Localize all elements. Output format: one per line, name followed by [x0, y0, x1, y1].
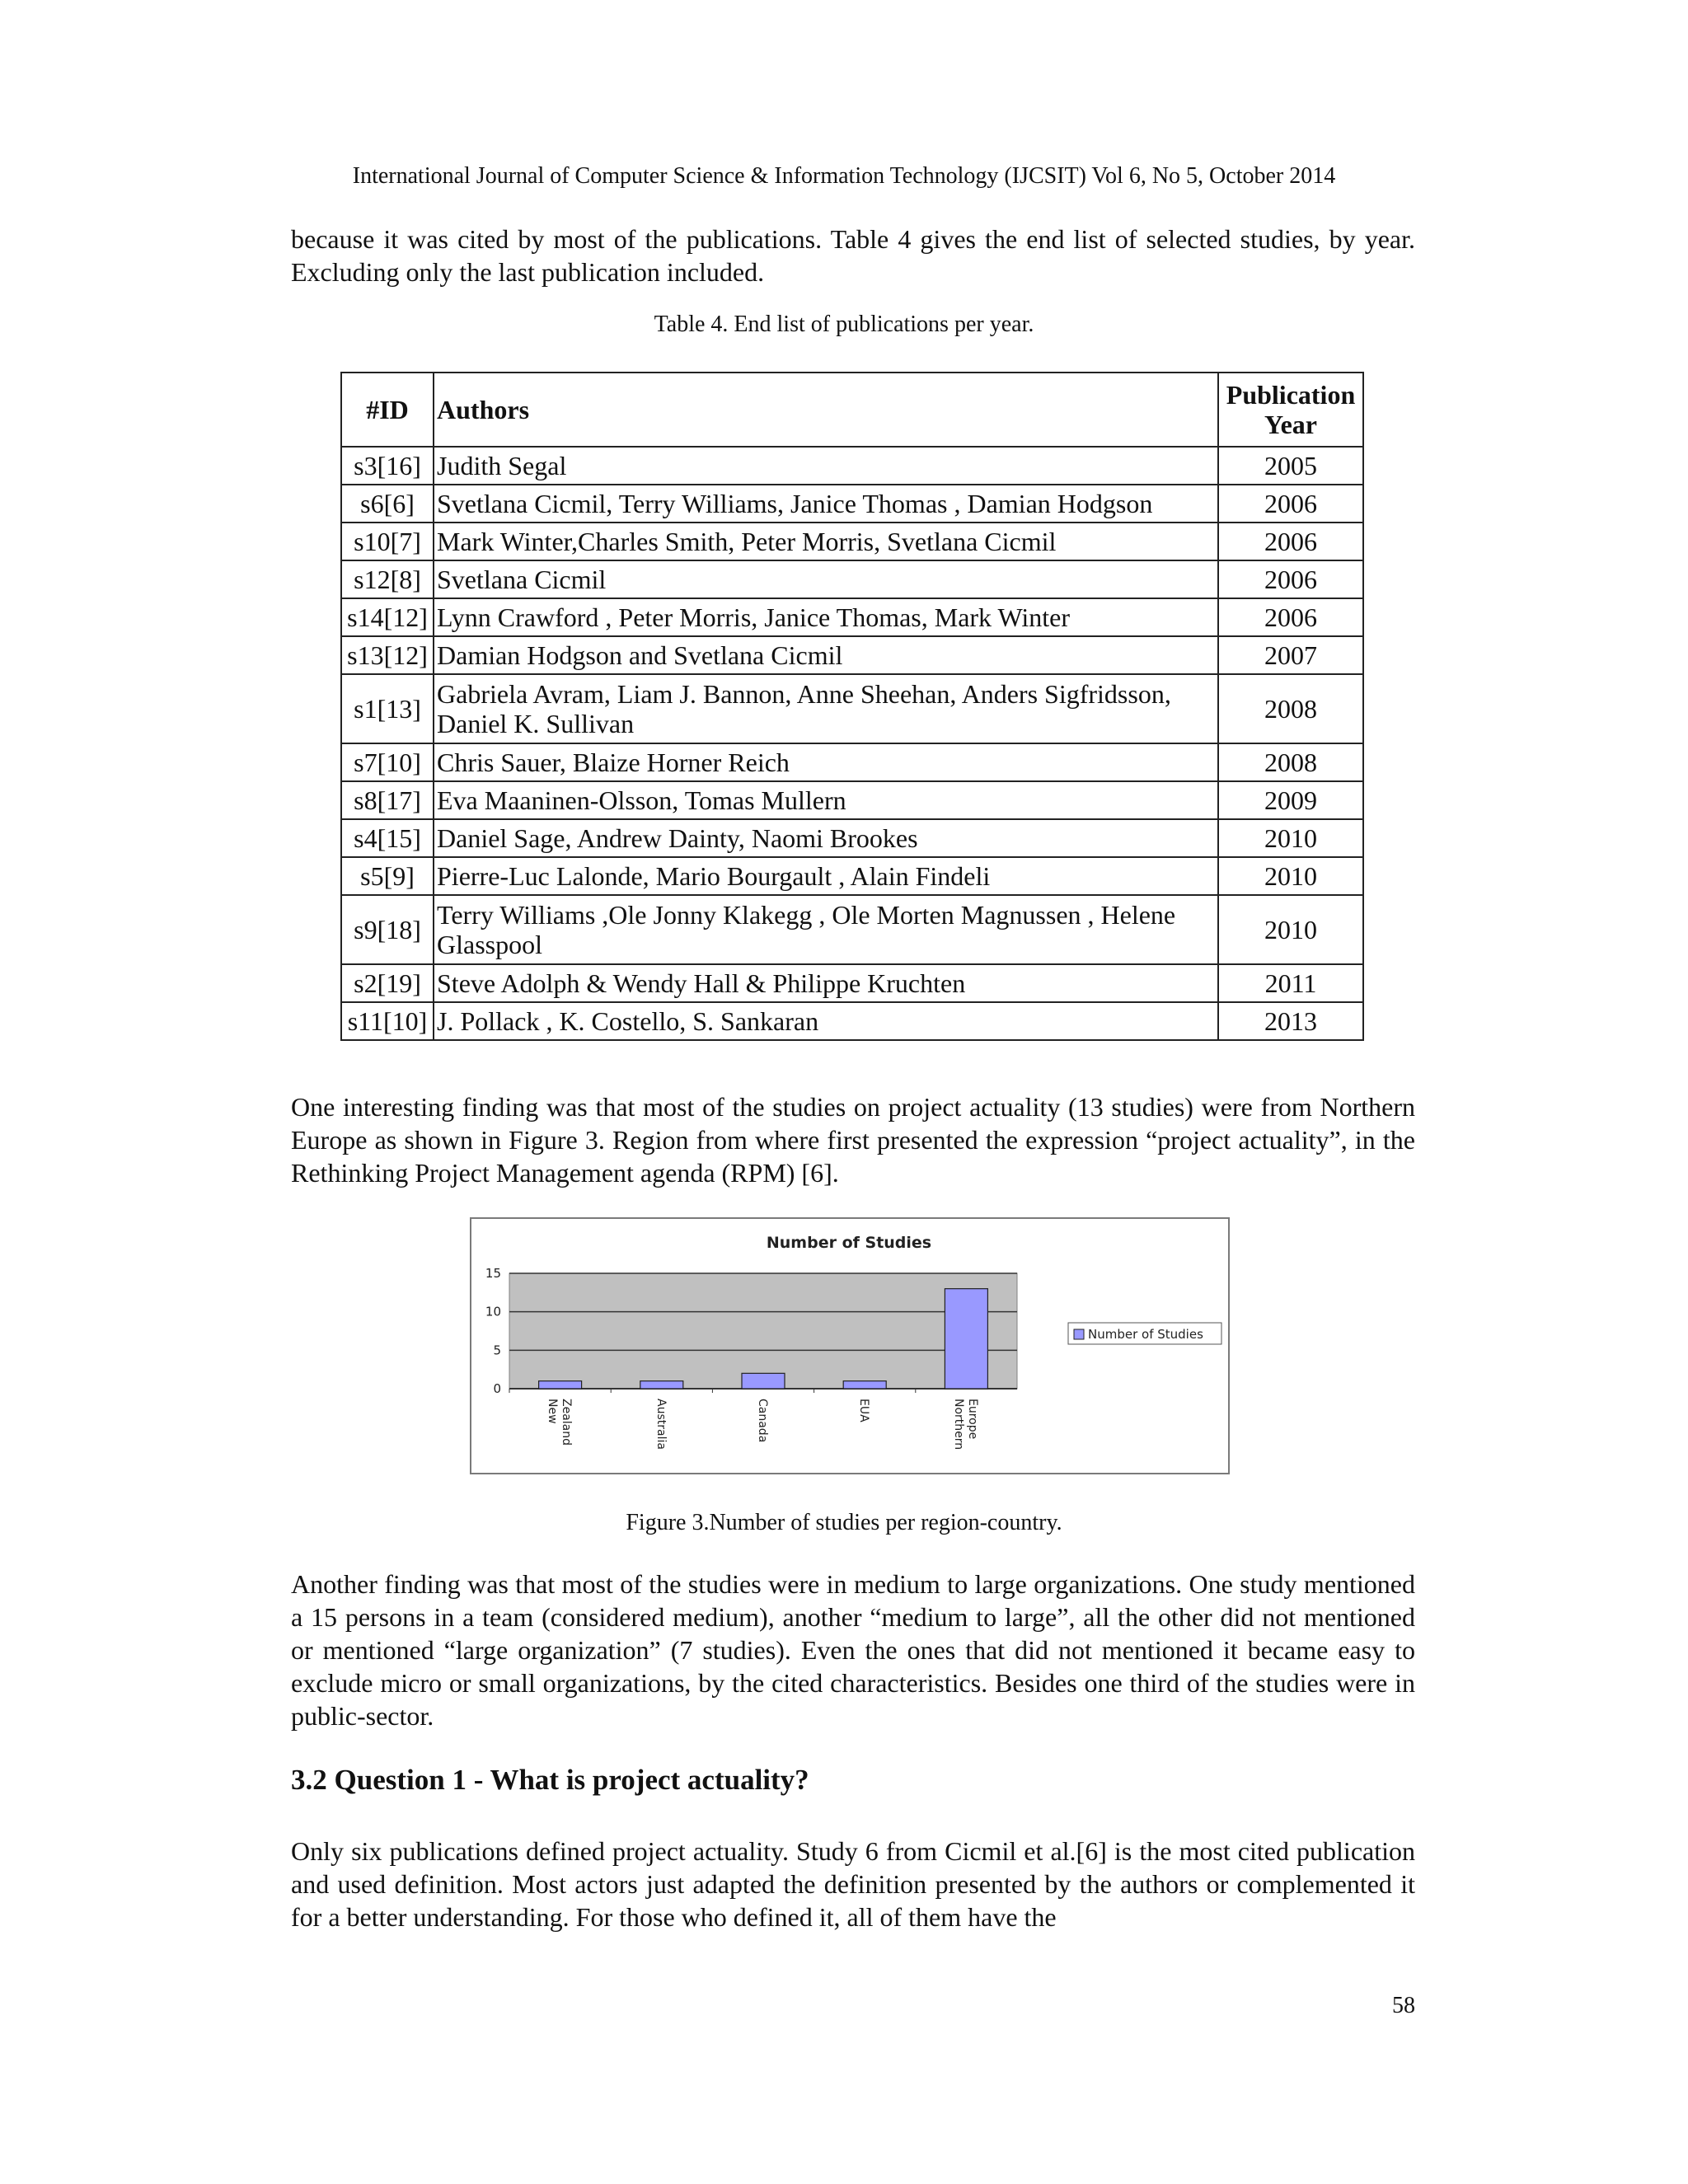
legend-label: Number of Studies — [1088, 1327, 1203, 1342]
row-authors: Terry Williams ,Ole Jonny Klakegg , Ole Morten Magnussen , Helene Glasspool — [434, 895, 1218, 964]
row-id: s6[6] — [341, 485, 434, 523]
header-year-line2: Year — [1264, 410, 1317, 439]
x-tick-label — [654, 1399, 668, 1450]
chart-svg — [470, 1217, 1230, 1474]
row-year: 2006 — [1218, 598, 1363, 636]
table-row — [341, 819, 1363, 857]
table-row — [341, 1002, 1363, 1040]
row-year: 2006 — [1218, 560, 1363, 598]
table-row — [341, 964, 1363, 1002]
x-tick-label-line: Canada — [756, 1399, 769, 1443]
row-authors: Gabriela Avram, Liam J. Bannon, Anne Sheehan, Anders Sigfridsson, Daniel K. Sullivan — [434, 674, 1218, 743]
definition-paragraph: Only six publications defined project actuality. Study 6 from Cicmil et al.[6] is the most cited publication and used definition. Most actors just adapted the definition presented by the authors or complemented it for a better understanding. For those who defined it, all of them have the — [291, 1836, 1415, 1932]
row-authors: Svetlana Cicmil — [434, 560, 1218, 598]
row-year: 2006 — [1218, 485, 1363, 523]
plot-background — [509, 1273, 1017, 1389]
row-year: 2007 — [1218, 636, 1363, 674]
y-tick-label: 10 — [485, 1304, 501, 1319]
x-tick-label-line: Europe — [965, 1399, 979, 1440]
row-authors: Eva Maaninen-Olsson, Tomas Mullern — [434, 781, 1218, 819]
header-year-line1: Publication — [1226, 380, 1356, 410]
bar — [843, 1381, 886, 1389]
x-tick-label — [857, 1399, 870, 1422]
row-year: 2009 — [1218, 781, 1363, 819]
y-tick-label: 5 — [493, 1343, 501, 1358]
bar — [539, 1381, 582, 1389]
row-id: s1[13] — [341, 674, 434, 743]
section-heading: 3.2 Question 1 - What is project actuality? — [291, 1764, 809, 1796]
x-tick-label-line: Australia — [654, 1399, 668, 1450]
chart-legend — [1068, 1323, 1221, 1344]
x-tick-label-line: EUA — [857, 1399, 871, 1422]
row-year: 2006 — [1218, 523, 1363, 560]
bar — [945, 1289, 987, 1389]
header-id: #ID — [341, 373, 434, 447]
row-authors: J. Pollack , K. Costello, S. Sankaran — [434, 1002, 1218, 1040]
row-authors: Lynn Crawford , Peter Morris, Janice Thomas, Mark Winter — [434, 598, 1218, 636]
header-authors: Authors — [434, 373, 1218, 447]
organizations-paragraph: Another finding was that most of the studies were in medium to large organizations. One study mentioned a 15 persons in a team (considered medium), another “medium to large”, all the other did not mentioned or mentioned “large organization” (7 studies). Even the ones that did not mentioned it became easy to exclude micro or small organizations, by the cited characteristics. Besides one third of the studies were in public-sector. — [291, 1569, 1415, 1731]
region-paragraph: One interesting finding was that most of the studies on project actuality (13 studies) were from Northern Europe as shown in Figure 3. Region from where first presented the expression “project actuality”, in the Rethinking Project Management agenda (RPM) [6]. — [291, 1092, 1415, 1188]
row-authors: Chris Sauer, Blaize Horner Reich — [434, 743, 1218, 781]
row-authors: Judith Segal — [434, 447, 1218, 485]
figure-caption: Figure 3.Number of studies per region-country. — [626, 1510, 1062, 1535]
row-year: 2008 — [1218, 674, 1363, 743]
row-authors: Steve Adolph & Wendy Hall & Philippe Kruchten — [434, 964, 1218, 1002]
row-year: 2010 — [1218, 857, 1363, 895]
intro-paragraph: because it was cited by most of the publications. Table 4 gives the end list of selected studies, by year. Excluding only the last publication included. — [291, 224, 1415, 287]
table-caption: Table 4. End list of publications per year. — [654, 312, 1034, 337]
x-tick-label — [756, 1399, 769, 1442]
legend-swatch — [1074, 1329, 1084, 1339]
row-year: 2011 — [1218, 964, 1363, 1002]
row-authors: Pierre-Luc Lalonde, Mario Bourgault , Alain Findeli — [434, 857, 1218, 895]
table-row — [341, 857, 1363, 895]
table-row — [341, 485, 1363, 523]
table-row — [341, 636, 1363, 674]
row-id: s10[7] — [341, 523, 434, 560]
table-row — [341, 674, 1363, 743]
publications-table — [340, 372, 1364, 1041]
row-year: 2008 — [1218, 743, 1363, 781]
row-id: s2[19] — [341, 964, 434, 1002]
row-id: s7[10] — [341, 743, 434, 781]
row-id: s12[8] — [341, 560, 434, 598]
row-id: s8[17] — [341, 781, 434, 819]
table-row — [341, 598, 1363, 636]
row-id: s13[12] — [341, 636, 434, 674]
row-year: 2005 — [1218, 447, 1363, 485]
journal-header: International Journal of Computer Science & Information Technology (IJCSIT) Vol 6, No 5, October 2014 — [352, 163, 1336, 189]
row-authors: Daniel Sage, Andrew Dainty, Naomi Brookes — [434, 819, 1218, 857]
table-row — [341, 523, 1363, 560]
row-year: 2010 — [1218, 895, 1363, 964]
row-year: 2013 — [1218, 1002, 1363, 1040]
row-id: s3[16] — [341, 447, 434, 485]
page-number: 58 — [1392, 1993, 1415, 2018]
table-row — [341, 743, 1363, 781]
bar — [742, 1373, 785, 1389]
row-id: s14[12] — [341, 598, 434, 636]
table-row — [341, 895, 1363, 964]
row-authors: Damian Hodgson and Svetlana Cicmil — [434, 636, 1218, 674]
row-id: s11[10] — [341, 1002, 434, 1040]
studies-chart — [470, 1217, 1230, 1474]
chart-title: Number of Studies — [766, 1234, 932, 1252]
row-id: s5[9] — [341, 857, 434, 895]
x-tick-label-line: Zealand — [560, 1399, 574, 1446]
header-publication-year — [1218, 373, 1363, 447]
row-authors: Mark Winter,Charles Smith, Peter Morris, Svetlana Cicmil — [434, 523, 1218, 560]
table-header-row — [341, 373, 1363, 447]
row-year: 2010 — [1218, 819, 1363, 857]
row-id: s9[18] — [341, 895, 434, 964]
table-row — [341, 781, 1363, 819]
bar — [640, 1381, 683, 1389]
row-id: s4[15] — [341, 819, 434, 857]
x-tick-label-line: New — [546, 1399, 560, 1424]
table-row — [341, 560, 1363, 598]
y-tick-label: 15 — [485, 1266, 501, 1281]
x-tick-label-line: Northern — [951, 1399, 965, 1451]
table-row — [341, 447, 1363, 485]
row-authors: Svetlana Cicmil, Terry Williams, Janice Thomas , Damian Hodgson — [434, 485, 1218, 523]
y-tick-label: 0 — [493, 1381, 501, 1396]
